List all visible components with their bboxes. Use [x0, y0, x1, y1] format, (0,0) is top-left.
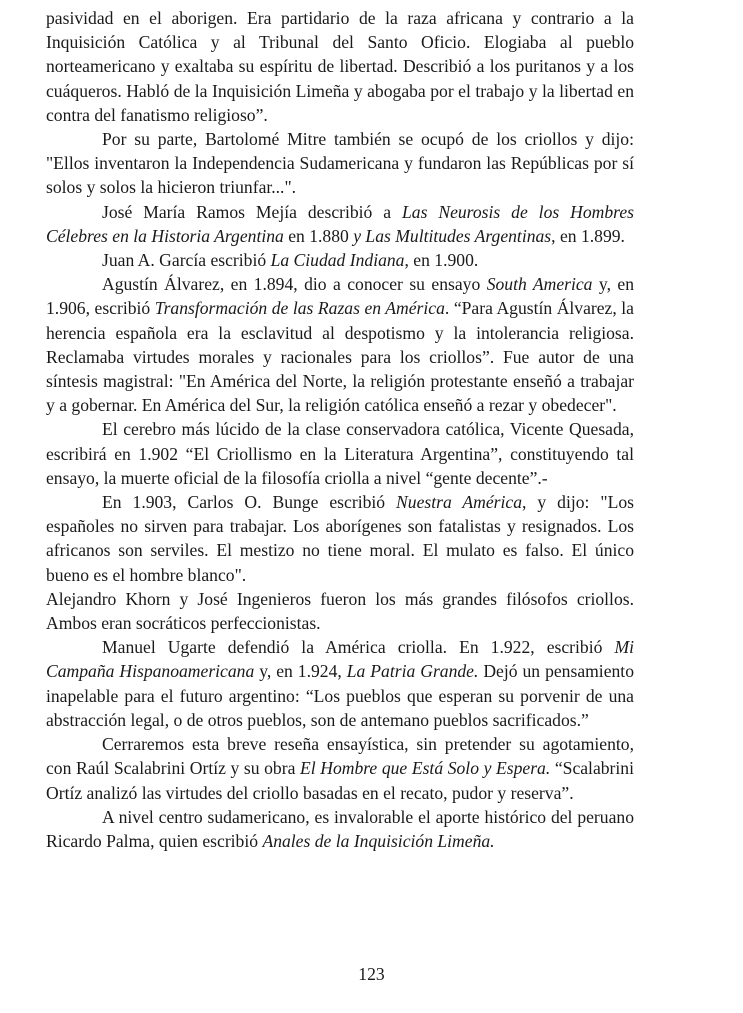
page-number: 123 — [358, 964, 385, 984]
book-page-body — [46, 6, 634, 853]
paragraph-3 — [46, 200, 634, 248]
text-segment: Dejó un pensamiento inapelable para el futuro argentino: “Los pueblos que esperan su porvenir de una abstracción legal, o de otros pueblos, son de antemano pueblos sacrificados.” — [46, 661, 634, 730]
book-title: Mi Campaña Hispanoamericana — [46, 637, 634, 682]
paragraph-9 — [46, 635, 634, 732]
text-segment: en 1.880 — [283, 225, 354, 246]
text-segment: A nivel centro sudamericano, es invalorable el aporte histórico del peruano Ricardo Palma, quien escribió — [46, 806, 634, 851]
paragraph-1 — [46, 6, 634, 127]
book-title: y Las Multitudes Argentinas — [353, 225, 552, 246]
paragraph-6 — [46, 417, 634, 490]
book-title: Nuestra América — [396, 492, 523, 513]
paragraph-4 — [46, 248, 634, 272]
book-title: South America — [486, 274, 593, 295]
text-segment: “Scalabrini Ortíz analizó las virtudes del criollo basadas en el recato, pudor y reserva”. — [46, 758, 634, 803]
book-title: Anales de la Inquisición Limeña. — [262, 830, 495, 851]
paragraph-8 — [46, 587, 634, 635]
text-segment: , en 1.899. — [551, 225, 625, 246]
book-title: La Ciudad Indiana — [270, 250, 405, 271]
text-segment: Cerraremos esta breve reseña ensayística, sin pretender su agotamiento, con Raúl Scalabrini Ortíz y su obra — [46, 734, 634, 779]
text-segment: Agustín Álvarez, en 1.894, dio a conocer su ensayo — [102, 274, 487, 295]
text-segment: , y dijo: "Los españoles no sirven para trabajar. Los aborígenes son fatalistas y resignados. Los africanos son serviles. El mestizo no tiene moral. El mulato es falso. El único bueno es el hombre blanco". — [46, 492, 634, 585]
text-segment: Por su parte, Bartolomé Mitre también se ocupó de los criollos y dijo: "Ellos inventaron la Independencia Sudamericana y fundaron las Repúblicas por sí solos y solos la hicieron triunfar...". — [46, 129, 634, 198]
text-segment: El cerebro más lúcido de la clase conservadora católica, Vicente Quesada, escribirá en 1.902 “El Criollismo en la Literatura Argentina”, constituyendo tal ensayo, la muerte oficial de la filosofía criolla a nivel “gente decente”.- — [46, 419, 634, 488]
paragraph-11 — [46, 805, 634, 853]
book-title: El Hombre que Está Solo y Espera. — [300, 758, 551, 779]
text-segment: . “Para Agustín Álvarez, la herencia española era la esclavitud al despotismo y la intolerancia religiosa. Reclamaba virtudes morales y racionales para los criollos”. Fue autor de una síntesis magistral: "En América del Norte, la religión protestante enseñó a trabajar y a gobernar. En América del Sur, la religión católica enseñó a rezar y obedecer". — [46, 298, 634, 416]
text-segment: Manuel Ugarte defendió la América criolla. En 1.922, escribió — [102, 637, 615, 658]
paragraph-2 — [46, 127, 634, 200]
text-segment: Juan A. García escribió — [102, 250, 271, 271]
text-segment: En 1.903, Carlos O. Bunge escribió — [102, 492, 397, 513]
paragraph-5 — [46, 272, 634, 417]
paragraph-10 — [46, 732, 634, 805]
text-segment: y, en 1.924, — [254, 661, 347, 682]
text-segment: José María Ramos Mejía describió a — [102, 201, 402, 222]
book-title: Las Neurosis de los Hombres Célebres en la Historia Argentina — [46, 201, 634, 246]
text-segment: , en 1.900. — [404, 250, 479, 271]
text-segment: y, en 1.906, escribió — [46, 274, 634, 319]
book-title: Transformación de las Razas en América — [154, 298, 445, 319]
text-segment: pasividad en el aborigen. Era partidario de la raza africana y contrario a la Inquisición Católica y al Tribunal del Santo Oficio. Elogiaba al pueblo norteamericano y exaltaba su espíritu de libertad. Describió a los puritanos y a los cuáqueros. Habló de la Inquisición Limeña y abogaba por el trabajo y la libertad en contra del fanatismo religioso”. — [46, 8, 634, 125]
book-title: La Patria Grande. — [346, 661, 479, 682]
text-segment: Alejandro Khorn y José Ingenieros fueron los más grandes filósofos criollos. Ambos eran socráticos perfeccionistas. — [46, 588, 634, 634]
paragraph-7 — [46, 490, 634, 587]
